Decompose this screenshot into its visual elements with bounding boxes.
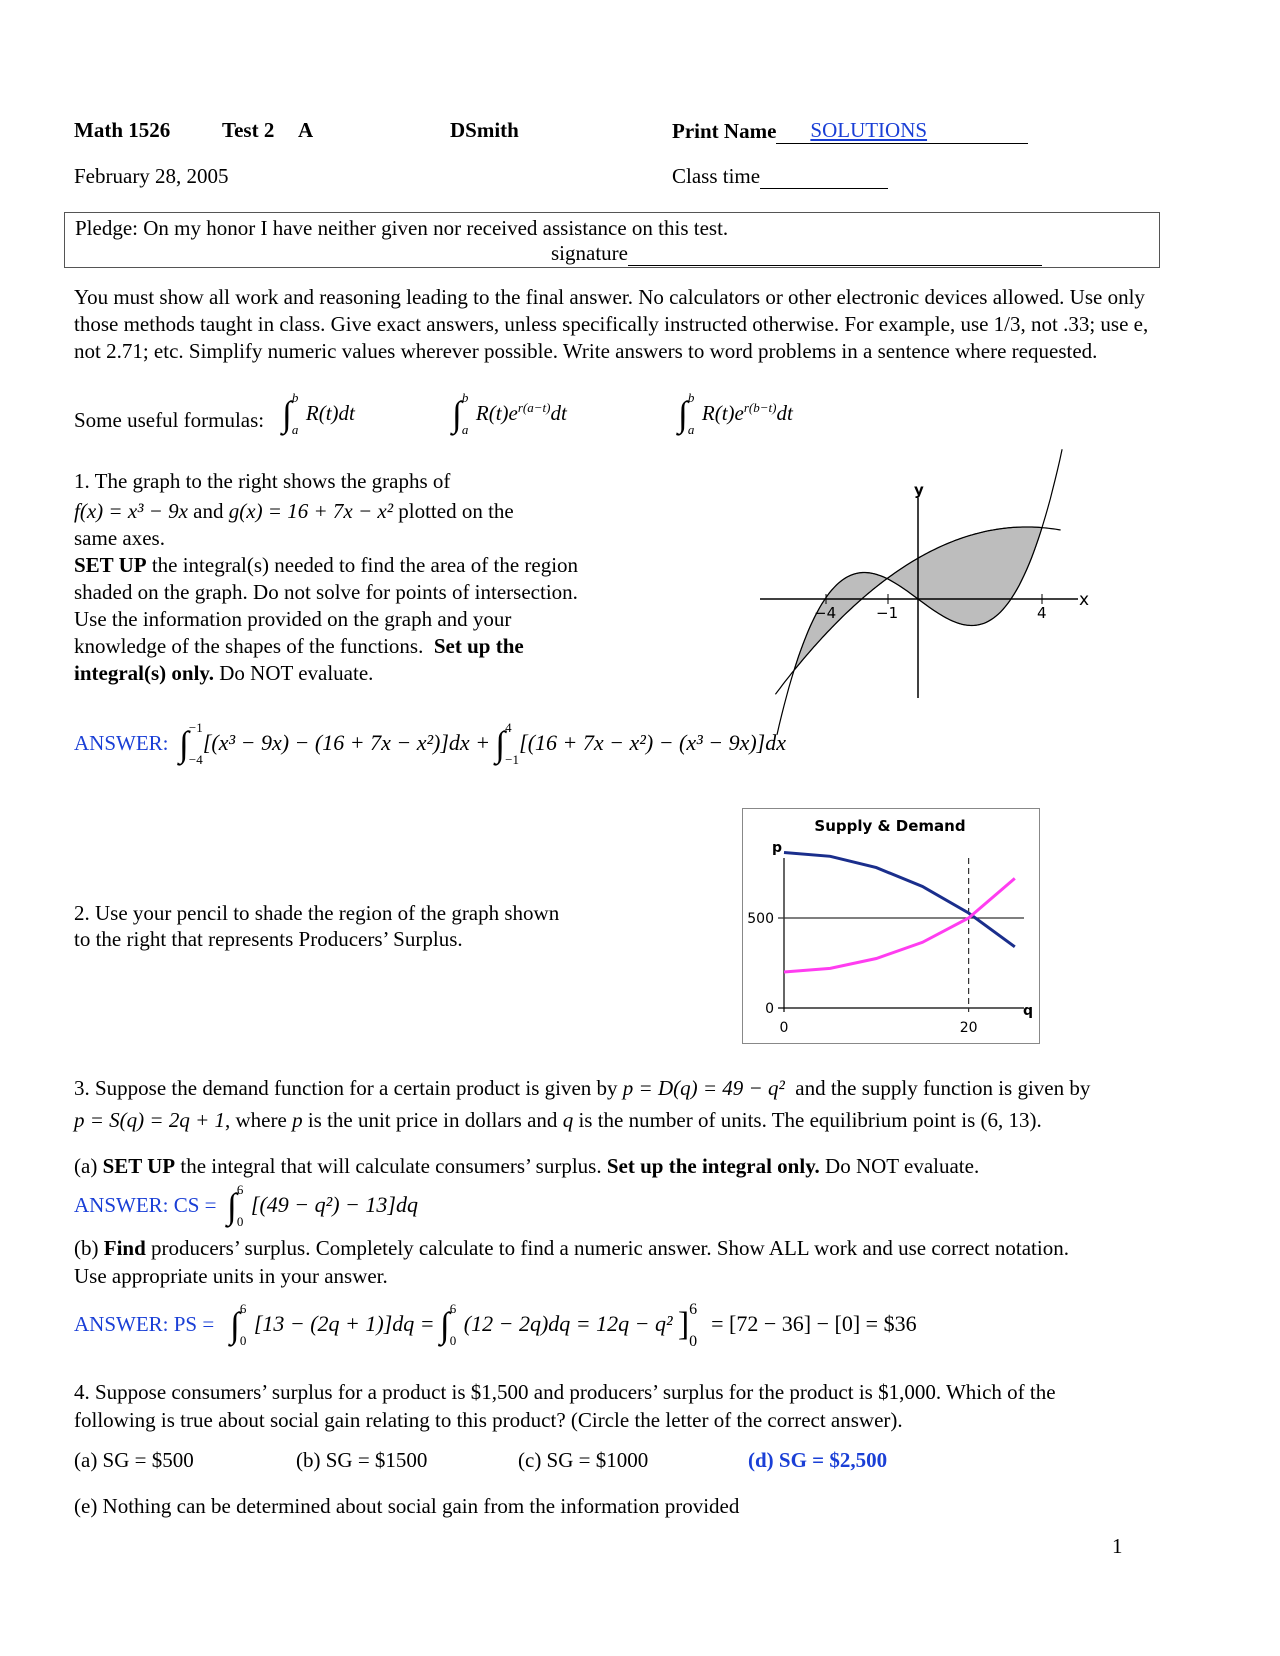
q3a-integrand: [(49 − q²) − 13]dq (250, 1192, 418, 1217)
q1-line-2: shaded on the graph. Do not solve for points of intersection. (74, 580, 578, 604)
q3-demand-function: p = D(q) = 49 − q² (622, 1076, 785, 1100)
q1-tail: plotted on the (398, 499, 514, 523)
formula-3-exponent: r(b−t) (743, 400, 777, 415)
integral-sign: ∫ (678, 394, 688, 434)
test-date: February 28, 2005 (74, 164, 229, 188)
q3b-int2-body: (12 − 2q)dq = 12q − q² (463, 1311, 673, 1336)
supply-demand-chart (742, 808, 1040, 1044)
q3-supply-function: p = S(q) = 2q + 1 (74, 1108, 225, 1132)
q3b-bold: Find (103, 1236, 146, 1260)
q3-intro-e: is the number of units. The equilibrium point is (6, 13). (578, 1108, 1042, 1132)
instructions: You must show all work and reasoning leading to the final answer. No calculators or other electronic devices allowed. Use only those methods taught in class. Give exact answers, unless specifically instructed otherwise. For example, use 1/3, not .33; use e, not 2.71; etc. Simplify numeric values wherever possible. Write answers to word problems in a sentence where requested. (74, 285, 1149, 363)
question-2-text (74, 900, 559, 952)
test-number: Test 2 (222, 118, 275, 142)
q3b-result: = [72 − 36] − [0] = $36 (711, 1311, 917, 1336)
q3-intro-a: 3. Suppose the demand function for a certain product is given by (74, 1076, 618, 1100)
q3b-answer-label: ANSWER: PS = (74, 1312, 215, 1336)
question-3-text (74, 1072, 1194, 1136)
integral-sign: ∫ (282, 394, 292, 434)
q1-function-f: f(x) = x³ − 9x (74, 499, 188, 523)
q3b-int1-body: [13 − (2q + 1)]dq = (253, 1311, 435, 1336)
class-time-field (672, 164, 888, 189)
formulas-label: Some useful formulas: (74, 408, 265, 432)
print-name-value: SOLUTIONS (810, 118, 928, 142)
formula-3-base: R(t)e (701, 401, 744, 425)
y-axis-label: y (914, 481, 924, 499)
int1-upper: −1 (188, 720, 203, 735)
question-4-text (74, 1378, 1204, 1434)
upper-limit: b (291, 390, 299, 405)
q1-line-4-bold: Set up the (433, 634, 524, 658)
q4-option-a[interactable]: (a) SG = $500 (74, 1448, 194, 1472)
q-axis-label: q (1022, 1003, 1034, 1019)
formula-2-tail: dt (550, 401, 567, 425)
q1-intro: 1. The graph to the right shows the graphs of (74, 469, 451, 493)
signature-underline (628, 245, 1042, 266)
q3b-int2-lower: 0 (449, 1333, 457, 1348)
integral-sign: ∫ (227, 1186, 237, 1226)
integral-sign: ∫ (229, 1305, 240, 1345)
eval-bracket: ] (677, 1306, 690, 1343)
formula-1-body: R(t)dt (305, 401, 355, 425)
signature-field (551, 241, 1042, 266)
formula-3 (678, 390, 793, 437)
q1-answer (74, 720, 786, 767)
pledge-text: Pledge: On my honor I have neither given nor received assistance on this test. (75, 216, 729, 240)
upper-limit: b (461, 390, 469, 405)
integral-sign: ∫ (495, 724, 506, 764)
q2-line-1: 2. Use your pencil to shade the region of the graph shown (74, 901, 560, 925)
q-tick-20: 20 (959, 1020, 978, 1036)
shaded-region-right (887, 527, 1042, 626)
formula-2 (452, 390, 567, 437)
test-version: A (298, 118, 314, 142)
tick-label-neg4: −4 (814, 604, 837, 622)
question-1-text (74, 468, 634, 687)
q3a-text (74, 1154, 979, 1179)
print-name-label: Print Name (672, 119, 777, 143)
formula-1 (282, 390, 355, 437)
shaded-region-left (794, 573, 887, 671)
q1-line-5: Do NOT evaluate. (219, 661, 374, 685)
q4-line-2: following is true about social gain relating to this product? (Circle the letter of the correct answer). (74, 1408, 903, 1432)
q1-function-g: g(x) = 16 + 7x − x² (228, 499, 394, 523)
eval-lower: 0 (689, 1333, 698, 1350)
q3-intro-b: and the supply function is given by (795, 1076, 1091, 1100)
int2-upper: 4 (505, 720, 512, 735)
class-time-label: Class time (672, 164, 761, 188)
q1-and: and (193, 499, 224, 523)
q3b-rest: producers’ surplus. Completely calculate to find a numeric answer. Show ALL work and use correct notation. (151, 1236, 1069, 1260)
q4-option-e[interactable]: (e) Nothing can be determined about social gain from the information provided (74, 1494, 740, 1518)
q3b-int2-upper: 6 (449, 1301, 457, 1316)
class-time-underline (760, 168, 888, 189)
q3a-lower: 0 (236, 1214, 244, 1229)
print-name-field (672, 118, 1028, 144)
lower-limit: a (461, 422, 469, 437)
signature-label: signature (551, 241, 628, 265)
q1-setup-bold: SET UP (74, 553, 147, 577)
q3a-bold: SET UP (102, 1154, 176, 1178)
int2-body: [(16 + 7x − x²) − (x³ − 9x)]dx (519, 730, 786, 755)
p-tick-0: 0 (765, 1001, 774, 1017)
print-name-underline (776, 118, 1028, 144)
p-tick-500: 500 (747, 911, 774, 927)
int1-lower: −4 (188, 752, 203, 767)
lower-limit: a (687, 422, 695, 437)
q1-line-4: knowledge of the shapes of the functions. (74, 634, 424, 658)
q3b-label: (b) (74, 1236, 99, 1260)
formula-2-base: R(t)e (475, 401, 518, 425)
q4-option-d[interactable]: (d) SG = $2,500 (748, 1448, 888, 1472)
q4-option-c[interactable]: (c) SG = $1000 (518, 1448, 649, 1472)
q3b-text (74, 1234, 1204, 1290)
q3a-upper: 6 (236, 1182, 244, 1197)
lower-limit: a (291, 422, 299, 437)
q4-option-b[interactable]: (b) SG = $1500 (296, 1448, 428, 1472)
integral-sign: ∫ (452, 394, 462, 434)
chart-title: Supply & Demand (814, 817, 966, 835)
q3-intro-c: , where (225, 1108, 287, 1132)
integral-sign: ∫ (439, 1305, 450, 1345)
q1-setup-rest: the integral(s) needed to find the area of the region (151, 553, 579, 577)
q-tick-0: 0 (779, 1020, 789, 1036)
formula-2-exponent: r(a−t) (517, 400, 551, 415)
q3a-answer (74, 1182, 418, 1229)
q3a-label: (a) (74, 1154, 98, 1178)
int2-lower: −1 (505, 752, 520, 767)
q3b-int1-upper: 6 (239, 1301, 247, 1316)
q1-line-5-bold: integral(s) only. (74, 661, 214, 685)
q1-line-3: Use the information provided on the graph and your (74, 607, 512, 631)
int1-body: [(x³ − 9x) − (16 + 7x − x²)]dx + (202, 730, 491, 755)
q3-p-variable: p (292, 1108, 303, 1132)
q3b-answer (74, 1301, 917, 1350)
q2-line-2: to the right that represents Producers’ Surplus. (74, 927, 463, 951)
q3a-bold-2: Set up the integral only. (606, 1154, 820, 1178)
q3-q-variable: q (562, 1108, 574, 1132)
tick-label-4: 4 (1037, 604, 1047, 622)
instructor-name: DSmith (450, 118, 519, 142)
q3a-rest-2: Do NOT evaluate. (825, 1154, 980, 1178)
integral-sign: ∫ (179, 724, 189, 764)
formula-3-tail: dt (776, 401, 793, 425)
page-number: 1 (1112, 1534, 1123, 1558)
x-axis-label: x (1079, 590, 1090, 610)
course-number: Math 1526 (74, 118, 171, 142)
q4-line-1: 4. Suppose consumers’ surplus for a product is $1,500 and producers’ surplus for the product is $1,000. Which of the (74, 1380, 1056, 1404)
q3a-rest: the integral that will calculate consumers’ surplus. (180, 1154, 602, 1178)
upper-limit: b (687, 390, 695, 405)
q1-answer-label: ANSWER: (74, 731, 169, 755)
p-axis-label: p (771, 840, 783, 856)
q1-same-axes: same axes. (74, 526, 165, 550)
q3b-int1-lower: 0 (239, 1333, 247, 1348)
tick-label-neg1: −1 (876, 604, 899, 622)
q1-function-graph (748, 468, 1088, 700)
q3-intro-d: is the unit price in dollars and (307, 1108, 558, 1132)
q3b-line-2: Use appropriate units in your answer. (74, 1264, 388, 1288)
pledge-box (64, 212, 1160, 268)
q3a-answer-label: ANSWER: CS = (74, 1193, 217, 1217)
eval-upper: 6 (689, 1301, 698, 1318)
